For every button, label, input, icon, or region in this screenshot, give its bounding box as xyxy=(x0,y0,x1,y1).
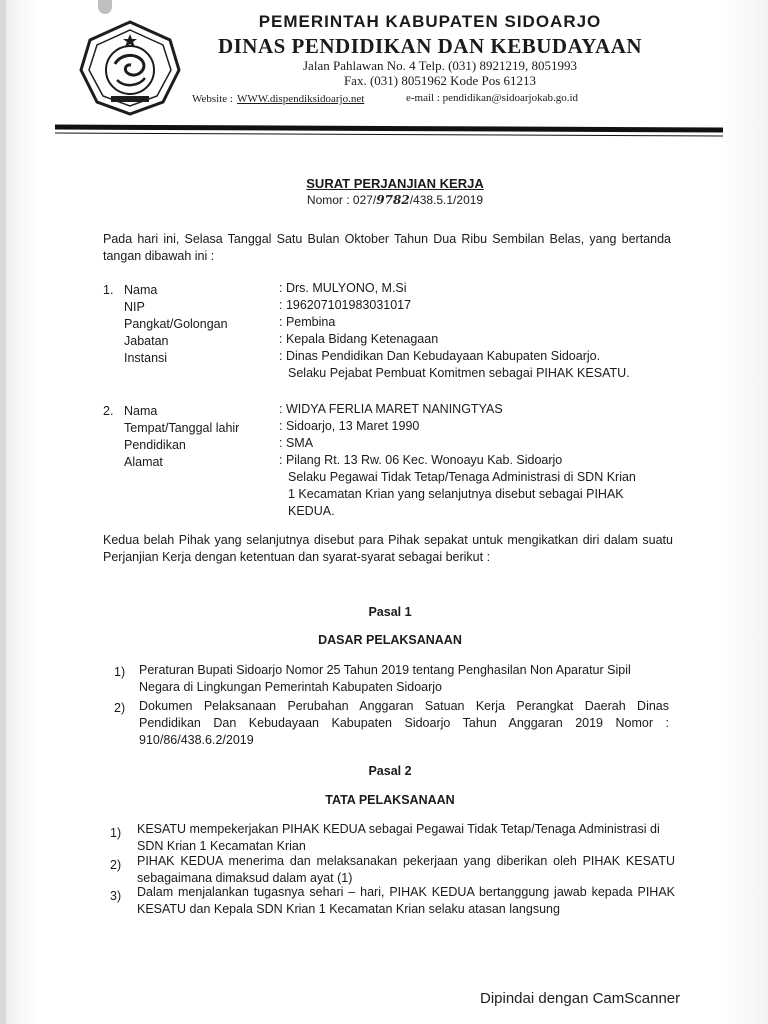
party2-label-pendidikan: Pendidikan xyxy=(124,438,186,452)
party2-number: 2. xyxy=(103,404,114,418)
party1-value-nip: : 196207101983031017 xyxy=(279,298,412,312)
party1-value-nama: : Drs. MULYONO, M.Si xyxy=(279,281,407,295)
nomor-handwritten: 9782 xyxy=(376,193,410,207)
intro-paragraph: Pada hari ini, Selasa Tanggal Satu Bulan Oktober Tahun Dua Ribu Sembilan Belas, yang bertanda tangan dibawah ini : xyxy=(103,232,671,263)
party1-value-pangkat: : Pembina xyxy=(279,315,336,329)
website-link[interactable]: WWW.dispendiksidoarjo.net xyxy=(236,93,365,105)
party2-label-alamat: Alamat xyxy=(124,455,163,469)
kop-divider-thin xyxy=(55,133,723,137)
pasal2-item3-text: Dalam menjalankan tugasnya sehari – hari, PIHAK KEDUA bertanggung jawab kepada PIHAK KESATU dan Kepala SDN Krian 1 Kecamatan Krian selaku atasan langsung xyxy=(137,885,675,916)
party2-value-alamat: : Pilang Rt. 13 Rw. 06 Kec. Wonoayu Kab. Sidoarjo xyxy=(279,453,563,467)
party1-label-nip: NIP xyxy=(124,300,145,314)
kop-government-name: PEMERINTAH KABUPATEN SIDOARJO xyxy=(258,12,602,31)
nomor-suffix: /438.5.1/2019 xyxy=(409,193,484,207)
pasal2-item2-number: 2) xyxy=(110,858,122,872)
camscanner-watermark: Dipindai dengan CamScanner xyxy=(480,990,681,1007)
party1-label-pangkat: Pangkat/Golongan xyxy=(124,317,228,331)
party1-number: 1. xyxy=(103,283,114,297)
party2-role-note-line3: KEDUA. xyxy=(288,504,335,518)
pasal1-item2-text: Dokumen Pelaksanaan Perubahan Anggaran Satuan Kerja Perangkat Daerah Dinas Pendidikan Dan Kebudayaan Kabupaten Sidoarjo Tahun Anggaran 2019 Nomor : 910/86/438.6.2/2019 xyxy=(139,699,669,747)
party2-value-ttl: : Sidoarjo, 13 Maret 1990 xyxy=(279,419,420,433)
nomor-prefix: Nomor : 027/ xyxy=(306,193,377,207)
party1-value-instansi: : Dinas Pendidikan Dan Kebudayaan Kabupaten Sidoarjo. xyxy=(279,349,601,363)
sidoarjo-regency-emblem xyxy=(75,18,185,118)
kop-contact xyxy=(192,93,612,105)
party2-role-note-line2: 1 Kecamatan Krian yang selanjutnya disebut sebagai PIHAK xyxy=(288,487,624,501)
pasal1-item2-number: 2) xyxy=(114,701,126,715)
pasal2-item1-text: KESATU mempekerjakan PIHAK KEDUA sebagai Pegawai Tidak Tetap/Tenaga Administrasi di SDN Krian 1 Kecamatan Krian xyxy=(137,822,660,853)
party2-label-ttl: Tempat/Tanggal lahir xyxy=(124,421,240,435)
kop-fax: Fax. (031) 8051962 Kode Pos 61213 xyxy=(343,73,537,88)
document-number xyxy=(285,193,505,207)
party1-label-instansi: Instansi xyxy=(124,351,168,365)
party2-role-note-line1: Selaku Pegawai Tidak Tetap/Tenaga Administrasi di SDN Krian xyxy=(288,470,636,484)
party2-label-nama: Nama xyxy=(124,404,158,418)
party1-role-note: Selaku Pejabat Pembuat Komitmen sebagai PIHAK KESATU. xyxy=(288,366,630,380)
party1-value-jabatan: : Kepala Bidang Ketenagaan xyxy=(279,332,439,346)
binder-hole xyxy=(98,0,112,14)
website-label: Website : xyxy=(192,93,233,105)
pasal2-heading: Pasal 2 xyxy=(368,764,412,778)
pasal2-item3-number: 3) xyxy=(110,889,122,903)
document-title: SURAT PERJANJIAN KERJA xyxy=(306,176,484,191)
pasal1-heading: Pasal 1 xyxy=(368,605,412,619)
email-address: e-mail : pendidikan@sidoarjokab.go.id xyxy=(406,92,579,104)
page-edge-shadow xyxy=(0,0,6,1024)
party1-label-jabatan: Jabatan xyxy=(124,334,169,348)
kop-agency-name: DINAS PENDIDIKAN DAN KEBUDAYAAN xyxy=(217,34,643,58)
party2-value-pendidikan: : SMA xyxy=(279,436,314,450)
party1-label-nama: Nama xyxy=(124,283,158,297)
pasal2-subheading: TATA PELAKSANAAN xyxy=(325,793,455,807)
pasal2-item2-text: PIHAK KEDUA menerima dan melaksanakan pekerjaan yang diberikan oleh PIHAK KESATU sebagaimana dimaksud dalam ayat (1) xyxy=(137,854,675,885)
pasal1-item1-number: 1) xyxy=(114,665,126,679)
agreement-paragraph: Kedua belah Pihak yang selanjutnya disebut para Pihak sepakat untuk mengikatkan diri dalam suatu Perjanjian Kerja dengan ketentuan dan syarat-syarat sebagai berikut : xyxy=(103,533,673,564)
kop-divider-thick xyxy=(55,125,723,133)
pasal2-item1-number: 1) xyxy=(110,826,122,840)
pasal1-item1-text: Peraturan Bupati Sidoarjo Nomor 25 Tahun 2019 tentang Penghasilan Non Aparatur Sipil Negara di Lingkungan Pemerintah Kabupaten Sidoarjo xyxy=(139,663,631,694)
pasal1-subheading: DASAR PELAKSANAAN xyxy=(318,633,462,647)
party2-value-nama: : WIDYA FERLIA MARET NANINGTYAS xyxy=(279,402,503,416)
kop-address: Jalan Pahlawan No. 4 Telp. (031) 8921219, 8051993 xyxy=(303,58,577,73)
